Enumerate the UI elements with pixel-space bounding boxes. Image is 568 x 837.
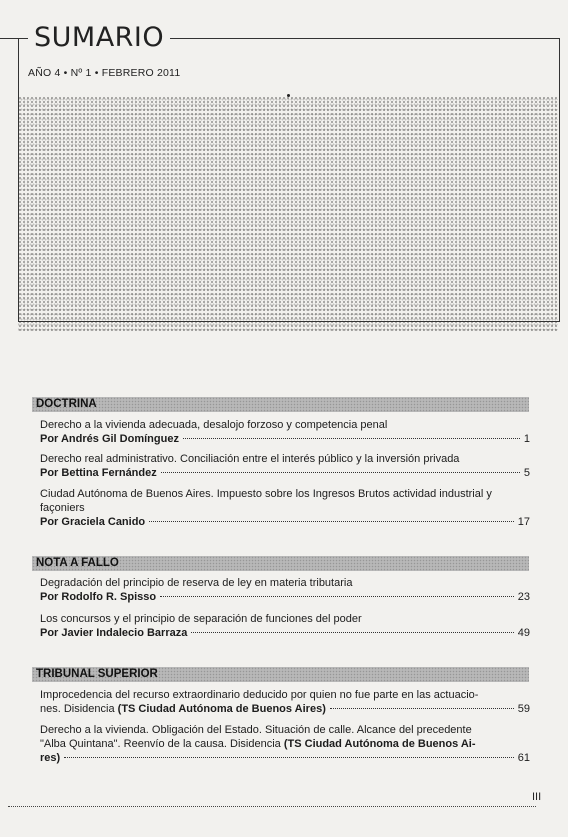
section-heading-tribunal-superior: TRIBUNAL SUPERIOR <box>32 667 529 682</box>
entry-page: 49 <box>517 627 530 639</box>
dot-leader <box>183 438 520 439</box>
dot-leader <box>191 632 513 633</box>
page-number: III <box>532 791 542 803</box>
entry-title-line2: nes. Disidencia <box>40 703 118 715</box>
entry-author: Por Javier Indalecio Barraza <box>40 627 188 639</box>
entry-author: Por Andrés Gil Domínguez <box>40 433 179 445</box>
entry-title-line2-wrap <box>40 737 530 751</box>
entry-author: Por Bettina Fernández <box>40 467 157 479</box>
toc-entry[interactable] <box>40 418 530 446</box>
entry-title: Derecho a la vivienda adecuada, desalojo forzoso y competencia penal <box>40 419 388 431</box>
entry-page: 59 <box>517 703 530 715</box>
dot-leader <box>160 596 514 597</box>
entry-title-line1: Derecho a la vivienda. Obligación del Estado. Situación de calle. Alcance del precedente <box>40 724 472 736</box>
footer-dotted-rule <box>8 806 536 807</box>
entry-page: 23 <box>517 591 530 603</box>
header-frame <box>18 38 560 322</box>
entry-title: Derecho real administrativo. Conciliación entre el interés público y la inversión privada <box>40 453 460 465</box>
dot-leader <box>161 472 520 473</box>
entry-court: (TS Ciudad Autónoma de Buenos Aires) <box>117 703 326 715</box>
toc-entry[interactable] <box>40 723 530 765</box>
entry-page: 61 <box>517 752 530 764</box>
toc-entry[interactable] <box>40 576 530 604</box>
dot-leader <box>330 708 514 709</box>
section-heading-doctrina: DOCTRINA <box>32 397 529 412</box>
toc-entry[interactable] <box>40 688 530 716</box>
entry-title: Ciudad Autónoma de Buenos Aires. Impuesto sobre los Ingresos Brutos actividad industrial y façoniers <box>40 488 492 514</box>
issue-info: AÑO 4 • Nº 1 • FEBRERO 2011 <box>28 67 181 79</box>
toc-entry[interactable] <box>40 452 530 480</box>
entry-page: 5 <box>523 467 530 479</box>
entry-page: 17 <box>517 516 530 528</box>
section-heading-nota-a-fallo: NOTA A FALLO <box>32 556 529 571</box>
entry-title: Los concursos y el principio de separación de funciones del poder <box>40 613 362 625</box>
entry-author: Por Graciela Canido <box>40 516 146 528</box>
entry-title-line1: Improcedencia del recurso extraordinario deducido por quien no fue parte en las actuacio- <box>40 689 479 701</box>
dot-leader <box>149 521 514 522</box>
entry-page: 1 <box>523 433 530 445</box>
entry-title-line2: "Alba Quintana". Reenvío de la causa. Disidencia <box>40 738 284 750</box>
dot-leader <box>64 757 514 758</box>
entry-title: Degradación del principio de reserva de ley en materia tributaria <box>40 577 353 589</box>
page-title: SUMARIO <box>28 20 170 56</box>
bullet-mark <box>287 94 290 97</box>
entry-author: Por Rodolfo R. Spisso <box>40 591 157 603</box>
toc-entry[interactable] <box>40 487 530 529</box>
entry-court: (TS Ciudad Autónoma de Buenos Ai- <box>283 738 476 750</box>
toc-entry[interactable] <box>40 612 530 640</box>
entry-court-end: res) <box>40 752 61 764</box>
